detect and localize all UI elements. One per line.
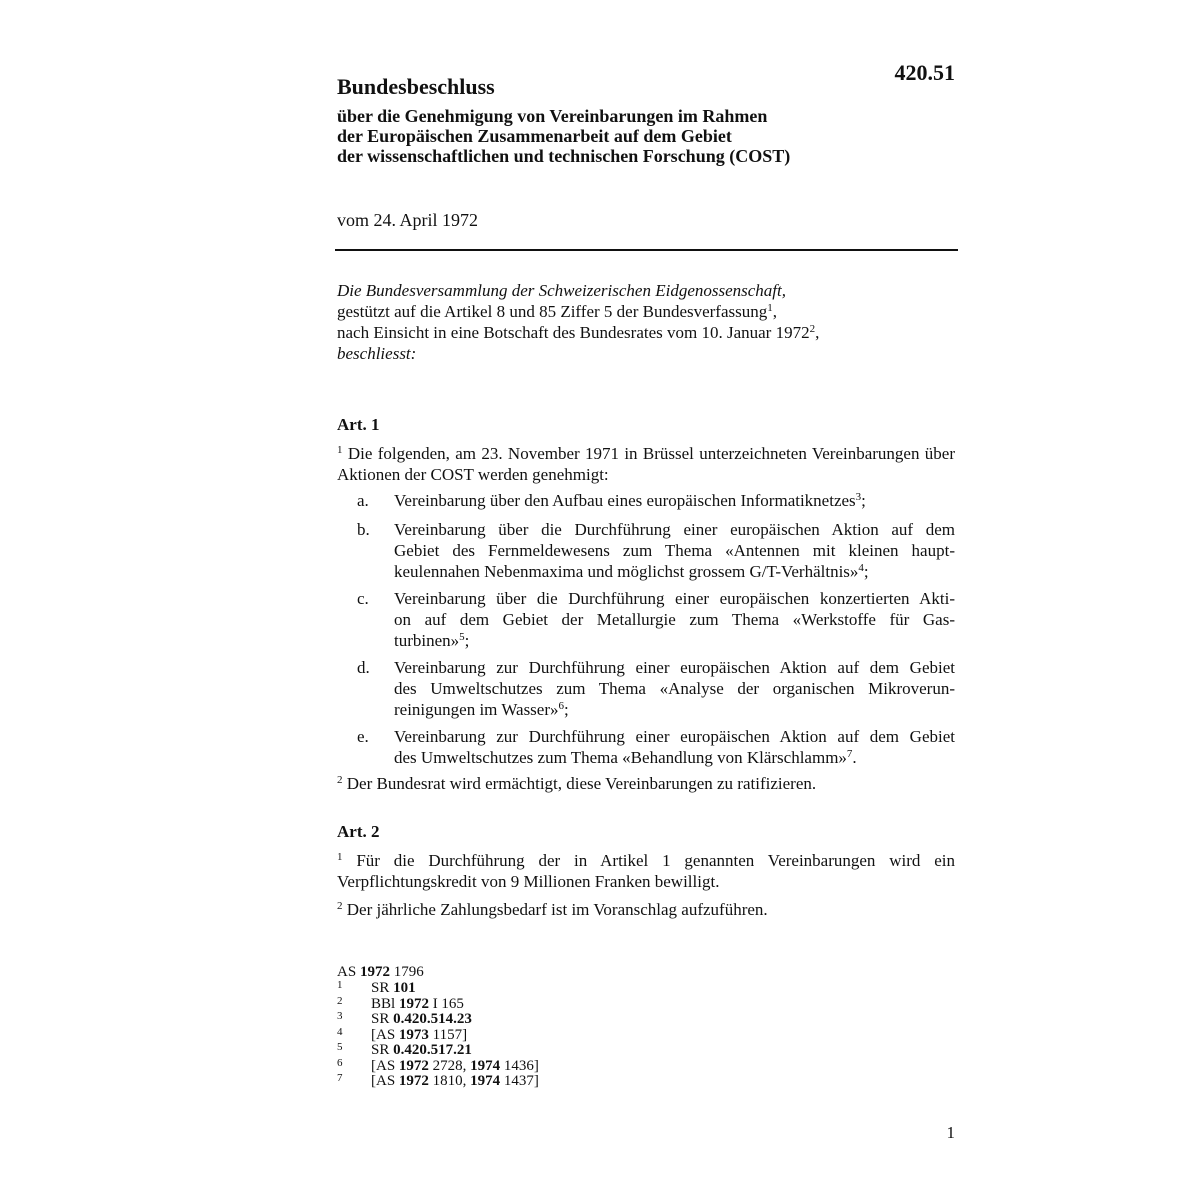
list-line: on auf dem Gebiet der Metallurgie zum Thema «Werkstoffe für Gas-: [394, 610, 955, 629]
preamble: [337, 280, 957, 364]
footnote-number: 5: [337, 1041, 343, 1053]
footnote-prefix: [AS: [371, 1057, 396, 1074]
as-prefix: AS: [337, 964, 357, 980]
footnote-bold: 1973: [398, 1026, 429, 1043]
preamble-message-text: nach Einsicht in eine Botschaft des Bundesrates vom 10. Januar 1972: [337, 323, 810, 342]
footnote: [337, 1041, 472, 1059]
art1-heading: Art. 1: [337, 415, 380, 434]
preamble-basis: [337, 301, 957, 322]
art2-p1-text: Für die Durchführung der in Artikel 1 genannten Vereinbarungen wird ein Verpflichtungskredit von 9 Millionen Franken bewilligt.: [337, 851, 956, 891]
list-line-text: Vereinbarung über den Aufbau eines europäischen Informatiknetzes: [394, 491, 856, 510]
footnote-number: 3: [337, 1010, 343, 1022]
footnote-rest: 1157]: [432, 1026, 468, 1043]
list-letter: e.: [357, 727, 369, 746]
list-letter: b.: [357, 520, 370, 539]
document-date: vom 24. April 1972: [337, 210, 479, 230]
footnote-rest: I 165: [432, 995, 464, 1012]
list-line-text: des Umweltschutzes zum Thema «Behandlung von Klärschlamm»: [394, 748, 847, 767]
punctuation: ,: [815, 323, 820, 342]
paragraph-number: 1: [337, 444, 343, 456]
art2-paragraph-1: [337, 850, 955, 892]
footnote-number: 7: [337, 1072, 343, 1084]
list-line: Vereinbarung zur Durchführung einer europäischen Aktion auf dem Gebiet: [394, 727, 955, 746]
punctuation: ,: [772, 302, 777, 321]
document-title: Bundesbeschluss: [337, 74, 495, 99]
list-letter: a.: [357, 491, 369, 510]
footnote-ref: 7: [846, 748, 853, 760]
list-line: Vereinbarung zur Durchführung einer europäischen Aktion auf dem Gebiet: [394, 658, 955, 677]
art1-paragraph-2: [337, 773, 955, 794]
as-year: 1972: [359, 964, 390, 980]
footnote-ref: 6: [558, 700, 565, 712]
list-line-text: turbinen»: [394, 631, 460, 650]
paragraph-number: 2: [337, 900, 343, 912]
list-line: [394, 747, 955, 768]
punctuation: .: [852, 748, 857, 767]
punctuation: ;: [564, 700, 569, 719]
footnote-bold: 1974: [470, 1073, 501, 1089]
preamble-basis-text: gestützt auf die Artikel 8 und 85 Ziffer 5 der Bundesverfassung: [337, 302, 768, 321]
footnote-number: 4: [337, 1025, 343, 1038]
footnote-bold: 1972: [398, 1073, 429, 1089]
list-letter: c.: [357, 589, 369, 608]
footnote-rest: 1436]: [503, 1057, 539, 1074]
list-line: Vereinbarung über die Durchführung einer europäischen Aktion auf dem: [394, 520, 955, 539]
document-subtitle: [337, 106, 790, 166]
art1-p1-text: Die folgenden, am 23. November 1971 in Brüssel unterzeichneten Vereinbarungen über Aktionen der COST werden genehmigt:: [337, 444, 955, 484]
paragraph-number: 2: [337, 774, 343, 786]
page-number: 1: [946, 1123, 955, 1142]
footnotes: [337, 963, 539, 1090]
list-line-text: reinigungen im Wasser»: [394, 700, 559, 719]
footnote: [337, 1010, 472, 1028]
footnote-ref: 2: [809, 323, 816, 335]
title-divider: [335, 249, 958, 251]
footnote-ref: 3: [855, 491, 862, 503]
footnote: [337, 994, 464, 1013]
punctuation: ;: [861, 491, 866, 510]
footnote-bold: 0.420.517.21: [393, 1042, 472, 1058]
as-reference: [337, 963, 424, 981]
footnote-ref: 1: [767, 302, 773, 314]
footnote-ref: 4: [858, 562, 864, 574]
list-line: Vereinbarung über die Durchführung einer europäischen konzertierten Akti-: [394, 589, 955, 608]
as-page: 1796: [393, 964, 424, 980]
footnote: [337, 1056, 539, 1075]
list-line-text: keulennahen Nebenmaxima und möglichst grossem G/T-Verhältnis»: [394, 562, 859, 581]
footnote-bold: 0.420.514.23: [393, 1011, 472, 1027]
footnote-ref: 5: [459, 631, 465, 643]
list-line: [394, 630, 955, 651]
punctuation: ;: [464, 631, 470, 650]
subtitle-line: der Europäischen Zusammenarbeit auf dem Gebiet: [337, 126, 732, 146]
footnote-prefix: SR: [371, 1042, 390, 1058]
footnote-number: 6: [337, 1056, 343, 1069]
footnote-rest: 1437]: [503, 1073, 539, 1089]
footnote-bold: 1972: [398, 1057, 429, 1074]
footnote-rest: 1810,: [432, 1073, 467, 1089]
footnote-rest: 2728,: [432, 1057, 467, 1074]
footnote-bold: 1972: [398, 995, 429, 1012]
art2-heading: Art. 2: [337, 822, 380, 841]
footnote-prefix: [AS: [371, 1073, 396, 1089]
footnote: [337, 981, 424, 997]
list-line: [394, 561, 955, 582]
footnote: [337, 1072, 539, 1090]
art2-paragraph-2: [337, 899, 955, 920]
sr-number: 420.51: [894, 60, 955, 85]
art2-p2-text: Der jährliche Zahlungsbedarf ist im Voranschlag aufzuführen.: [346, 900, 768, 919]
list-line: des Umweltschutzes zum Thema «Analyse der organischen Mikroverun-: [394, 679, 955, 698]
footnote-prefix: SR: [371, 980, 390, 996]
preamble-message: [337, 322, 957, 343]
list-line: Gebiet des Fernmeldewesens zum Thema «Antennen mit kleinen haupt-: [394, 541, 955, 560]
preamble-resolves: beschliesst:: [337, 344, 417, 363]
footnote-prefix: BBl: [371, 995, 396, 1012]
punctuation: ;: [863, 562, 869, 581]
footnote-number: 1: [337, 979, 343, 991]
footnote-prefix: [AS: [371, 1026, 396, 1043]
list-line: [394, 490, 955, 511]
footnote: [337, 1025, 468, 1044]
paragraph-number: 1: [337, 851, 343, 863]
art1-p2-text: Der Bundesrat wird ermächtigt, diese Vereinbarungen zu ratifizieren.: [346, 774, 817, 793]
footnote-number: 2: [337, 994, 343, 1007]
footnote-prefix: SR: [371, 1011, 390, 1027]
list-letter: d.: [357, 658, 370, 677]
subtitle-line: über die Genehmigung von Vereinbarungen im Rahmen: [337, 106, 768, 126]
subtitle-line: der wissenschaftlichen und technischen Forschung (COST): [337, 146, 791, 166]
footnote-bold: 1974: [470, 1057, 501, 1074]
list-line: [394, 699, 955, 720]
art1-paragraph-1: [337, 443, 955, 485]
preamble-intro: Die Bundesversammlung der Schweizerischen Eidgenossenschaft,: [337, 281, 786, 300]
footnote-bold: 101: [393, 980, 416, 996]
